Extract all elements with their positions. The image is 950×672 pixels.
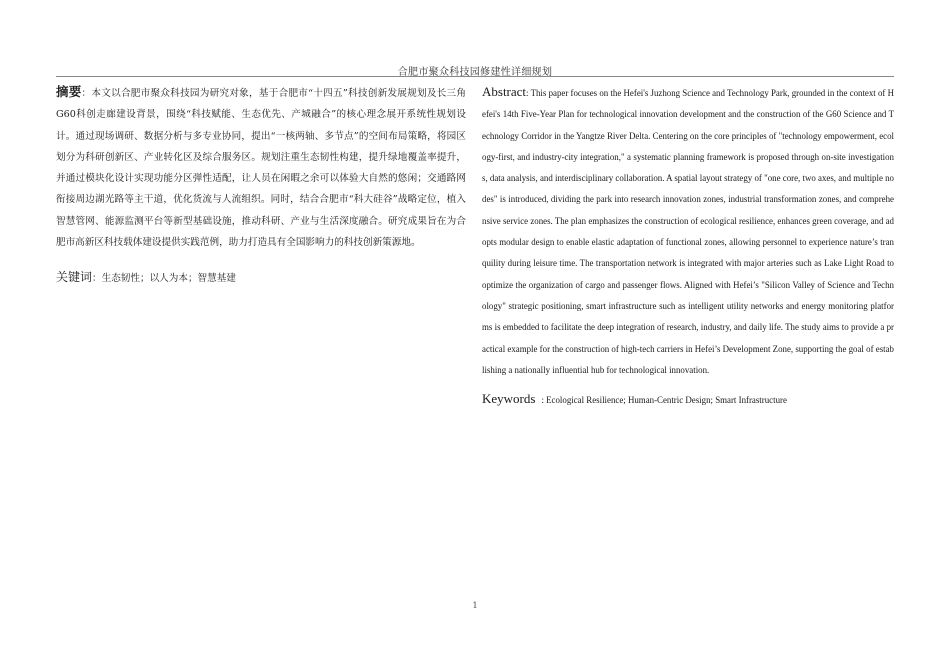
english-keywords	[482, 389, 894, 410]
chinese-keywords-text: 生态韧性；以人为本；智慧基建	[101, 273, 236, 285]
english-abstract-column	[482, 81, 894, 410]
chinese-abstract-column	[56, 81, 466, 289]
english-abstract-separator: :	[526, 88, 531, 98]
chinese-keywords-separator: ：	[92, 273, 102, 285]
header-divider	[56, 76, 894, 77]
english-abstract-text: This paper focuses on the Hefei's Juzhong Science and Technology Park, grounded in the context of Hefei's 14th Five-Year Plan for technological innovation development and the construction of the G60 Science and Technology Corridor in the Yangtze River Delta. Centering on the core principles of "technology empowerment, ecology-first, and industry-city integration," a systematic planning framework is proposed through on-site investigations, data analysis, and interdisciplinary collaboration. A spatial layout strategy of "one core, two axes, and multiple nodes" is introduced, dividing the park into research innovation zones, industrial transformation zones, and comprehensive service zones. The plan emphasizes the construction of ecological resilience, enhances green coverage, and adopts modular design to enable elastic adaptation of functional zones, allowing personnel to experience nature’s tranquility during leisure time. The transportation network is integrated with major arteries such as Lake Light Road to optimize the organization of cargo and passenger flows. Aligned with Hefei’s "Silicon Valley of Science and Technology" strategic positioning, smart infrastructure such as intelligent utility networks and energy monitoring platforms is embedded to facilitate the deep integration of research, industry, and daily life. The study aims to provide a practical example for the construction of high-tech carriers in Hefei’s Development Zone, supporting the goal of establishing a nationally influential hub for technological innovation.	[482, 88, 894, 375]
page-header-title: 合肥市聚众科技园修建性详细规划	[397, 67, 553, 78]
english-abstract	[482, 81, 894, 381]
chinese-abstract	[56, 81, 466, 253]
chinese-abstract-text: 本文以合肥市聚众科技园为研究对象，基于合肥市“十四五”科技创新发展规划及长三角G60科创走廊建设背景，围绕“科技赋能、生态优先、产城融合”的核心理念展开系统性规划设计。通过现场调研、数据分析与多专业协同，提出“一核两轴、多节点”的空间布局策略，将园区划分为科研创新区、产业转化区及综合服务区。规划注重生态韧性构建，提升绿地覆盖率提升，并通过模块化设计实现功能分区弹性适配，让人员在闲暇之余可以体验大自然的悠闲；交通路网衔接周边湖光路等主干道，优化货流与人流组织。同时，结合合肥市“科大硅谷”战略定位，植入智慧管网、能源监测平台等新型基础设施，推动科研、产业与生活深度融合。研究成果旨在为合肥市高新区科技载体建设提供实践范例，助力打造具有全国影响力的科技创新策源地。	[56, 88, 467, 249]
page-number: 1	[472, 601, 478, 610]
english-keywords-text: Ecological Resilience; Human-Centric Design; Smart Infrastructure	[546, 395, 787, 406]
english-keywords-label: Keywords	[482, 391, 536, 407]
chinese-abstract-label: 摘要	[56, 84, 82, 99]
chinese-keywords-label: 关键词	[56, 270, 93, 285]
chinese-keywords	[56, 267, 466, 289]
english-keywords-separator: :	[541, 395, 544, 406]
chinese-abstract-separator: ：	[81, 88, 92, 99]
english-abstract-label: Abstract	[482, 84, 527, 99]
